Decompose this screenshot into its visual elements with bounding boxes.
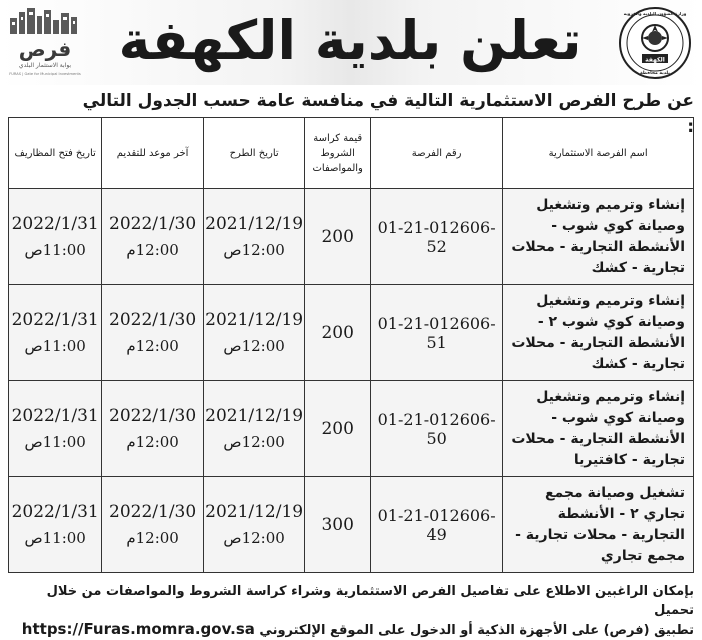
cell-price <box>305 381 371 477</box>
furas-logo-line1: بوابة الاستثمار البلدي <box>18 62 72 69</box>
opportunity-number: 01-21-012606-50 <box>377 409 496 448</box>
cell-price <box>305 285 371 381</box>
deadline-time: 12:00م <box>126 336 179 355</box>
offer-time: 12:00ص <box>223 432 285 451</box>
footer-line-1: بإمكان الراغبين الاطلاع على تفاصيل الفرص الاستثمارية وشراء كراسة الشروط والمواصفات من خلال تحميل <box>46 584 694 618</box>
header-offer-date: تاريخ الطرح <box>203 118 305 189</box>
offer-date: 2021/12/19 <box>205 405 304 426</box>
header-deadline: آخر موعد للتقديم <box>102 118 204 189</box>
cell-name <box>503 477 694 573</box>
booklet-price: 300 <box>321 514 354 535</box>
cell-price <box>305 477 371 573</box>
opportunity-number: 01-21-012606-49 <box>377 505 496 544</box>
cell-number <box>371 477 503 573</box>
offer-time: 12:00ص <box>223 528 285 547</box>
deadline-date: 2022/1/30 <box>109 501 197 522</box>
cell-price <box>305 189 371 285</box>
cell-offer-date <box>203 381 305 477</box>
header-number: رقم الفرصة <box>371 118 503 189</box>
furas-logo-word: فرص <box>18 37 72 61</box>
opening-time: 11:00ص <box>24 240 86 259</box>
header-opening: تاريخ فتح المظاريف <box>9 118 102 189</box>
opening-date: 2022/1/31 <box>11 213 99 234</box>
opportunity-name: إنشاء وترميم وتشغيل وصيانة كوي شوب - الأنشطة التجارية - محلات تجارية - كشك <box>511 196 685 276</box>
cell-deadline <box>102 477 204 573</box>
footer-note <box>8 582 694 638</box>
offer-date: 2021/12/19 <box>205 309 304 330</box>
website-link[interactable]: https://Furas.momra.gov.sa <box>21 620 255 638</box>
booklet-price: 200 <box>321 226 354 247</box>
offer-time: 12:00ص <box>223 336 285 355</box>
table-row <box>9 477 694 573</box>
deadline-date: 2022/1/30 <box>109 213 197 234</box>
municipality-seal-icon <box>618 6 692 80</box>
table-header-row <box>9 118 694 189</box>
opportunity-number: 01-21-012606-51 <box>377 313 496 352</box>
cell-opening <box>9 381 102 477</box>
booklet-price: 200 <box>321 322 354 343</box>
deadline-date: 2022/1/30 <box>109 405 197 426</box>
opportunities-table <box>8 117 694 573</box>
opening-date: 2022/1/31 <box>11 501 99 522</box>
deadline-time: 12:00م <box>126 432 179 451</box>
opportunity-name: إنشاء وترميم وتشغيل وصيانة كوي شوب - الأنشطة التجارية - محلات تجارية - كافتيريا <box>511 388 685 468</box>
cell-offer-date <box>203 189 305 285</box>
opening-date: 2022/1/31 <box>11 405 99 426</box>
header <box>0 0 702 85</box>
cell-offer-date <box>203 285 305 381</box>
opening-time: 11:00ص <box>24 336 86 355</box>
cell-opening <box>9 189 102 285</box>
cell-number <box>371 285 503 381</box>
subtitle: عن طرح الفرص الاستثمارية التالية في منافسة عامة حسب الجدول التالي : <box>82 91 694 137</box>
cell-deadline <box>102 285 204 381</box>
footer-line-2-text: تطبيق (فرص) على الأجهزة الذكية أو الدخول على الموقع الإلكتروني <box>259 623 694 638</box>
cell-number <box>371 381 503 477</box>
cell-name <box>503 285 694 381</box>
cell-name <box>503 381 694 477</box>
page-title: تعلن بلدية الكهفة <box>118 9 582 72</box>
offer-date: 2021/12/19 <box>205 213 304 234</box>
cell-opening <box>9 285 102 381</box>
footer-line-2 <box>8 620 694 640</box>
deadline-date: 2022/1/30 <box>109 309 197 330</box>
cell-offer-date <box>203 477 305 573</box>
seal-text-top: وزارة الشؤون البلدية والقروية <box>623 11 687 16</box>
offer-date: 2021/12/19 <box>205 501 304 522</box>
deadline-time: 12:00م <box>126 240 179 259</box>
table-row <box>9 189 694 285</box>
header-price: قيمة كراسة الشروط والمواصفات <box>305 118 371 189</box>
opening-date: 2022/1/31 <box>11 309 99 330</box>
deadline-time: 12:00م <box>126 528 179 547</box>
opening-time: 11:00ص <box>24 528 86 547</box>
table-row <box>9 381 694 477</box>
opportunity-number: 01-21-012606-52 <box>377 217 496 256</box>
seal-text-bottom: الكهفة <box>645 56 665 64</box>
cell-deadline <box>102 189 204 285</box>
table-row <box>9 285 694 381</box>
cell-name <box>503 189 694 285</box>
opportunity-name: إنشاء وترميم وتشغيل وصيانة كوي شوب ٢ - الأنشطة التجارية - محلات تجارية - كشك <box>511 292 685 372</box>
cell-opening <box>9 477 102 573</box>
cell-number <box>371 189 503 285</box>
furas-logo-line2: FURAS | Gate for Municipal Investments <box>9 72 81 76</box>
opening-time: 11:00ص <box>24 432 86 451</box>
header-name: اسم الفرصة الاستثمارية <box>503 118 694 189</box>
booklet-price: 200 <box>321 418 354 439</box>
opportunity-name: تشغيل وصيانة مجمع تجاري ٢ - الأنشطة التجارية - محلات تجارية - مجمع تجاري <box>515 484 685 564</box>
cell-deadline <box>102 381 204 477</box>
furas-logo <box>4 4 86 78</box>
seal-text-mid: بلدية محافظة <box>640 71 670 76</box>
offer-time: 12:00ص <box>223 240 285 259</box>
